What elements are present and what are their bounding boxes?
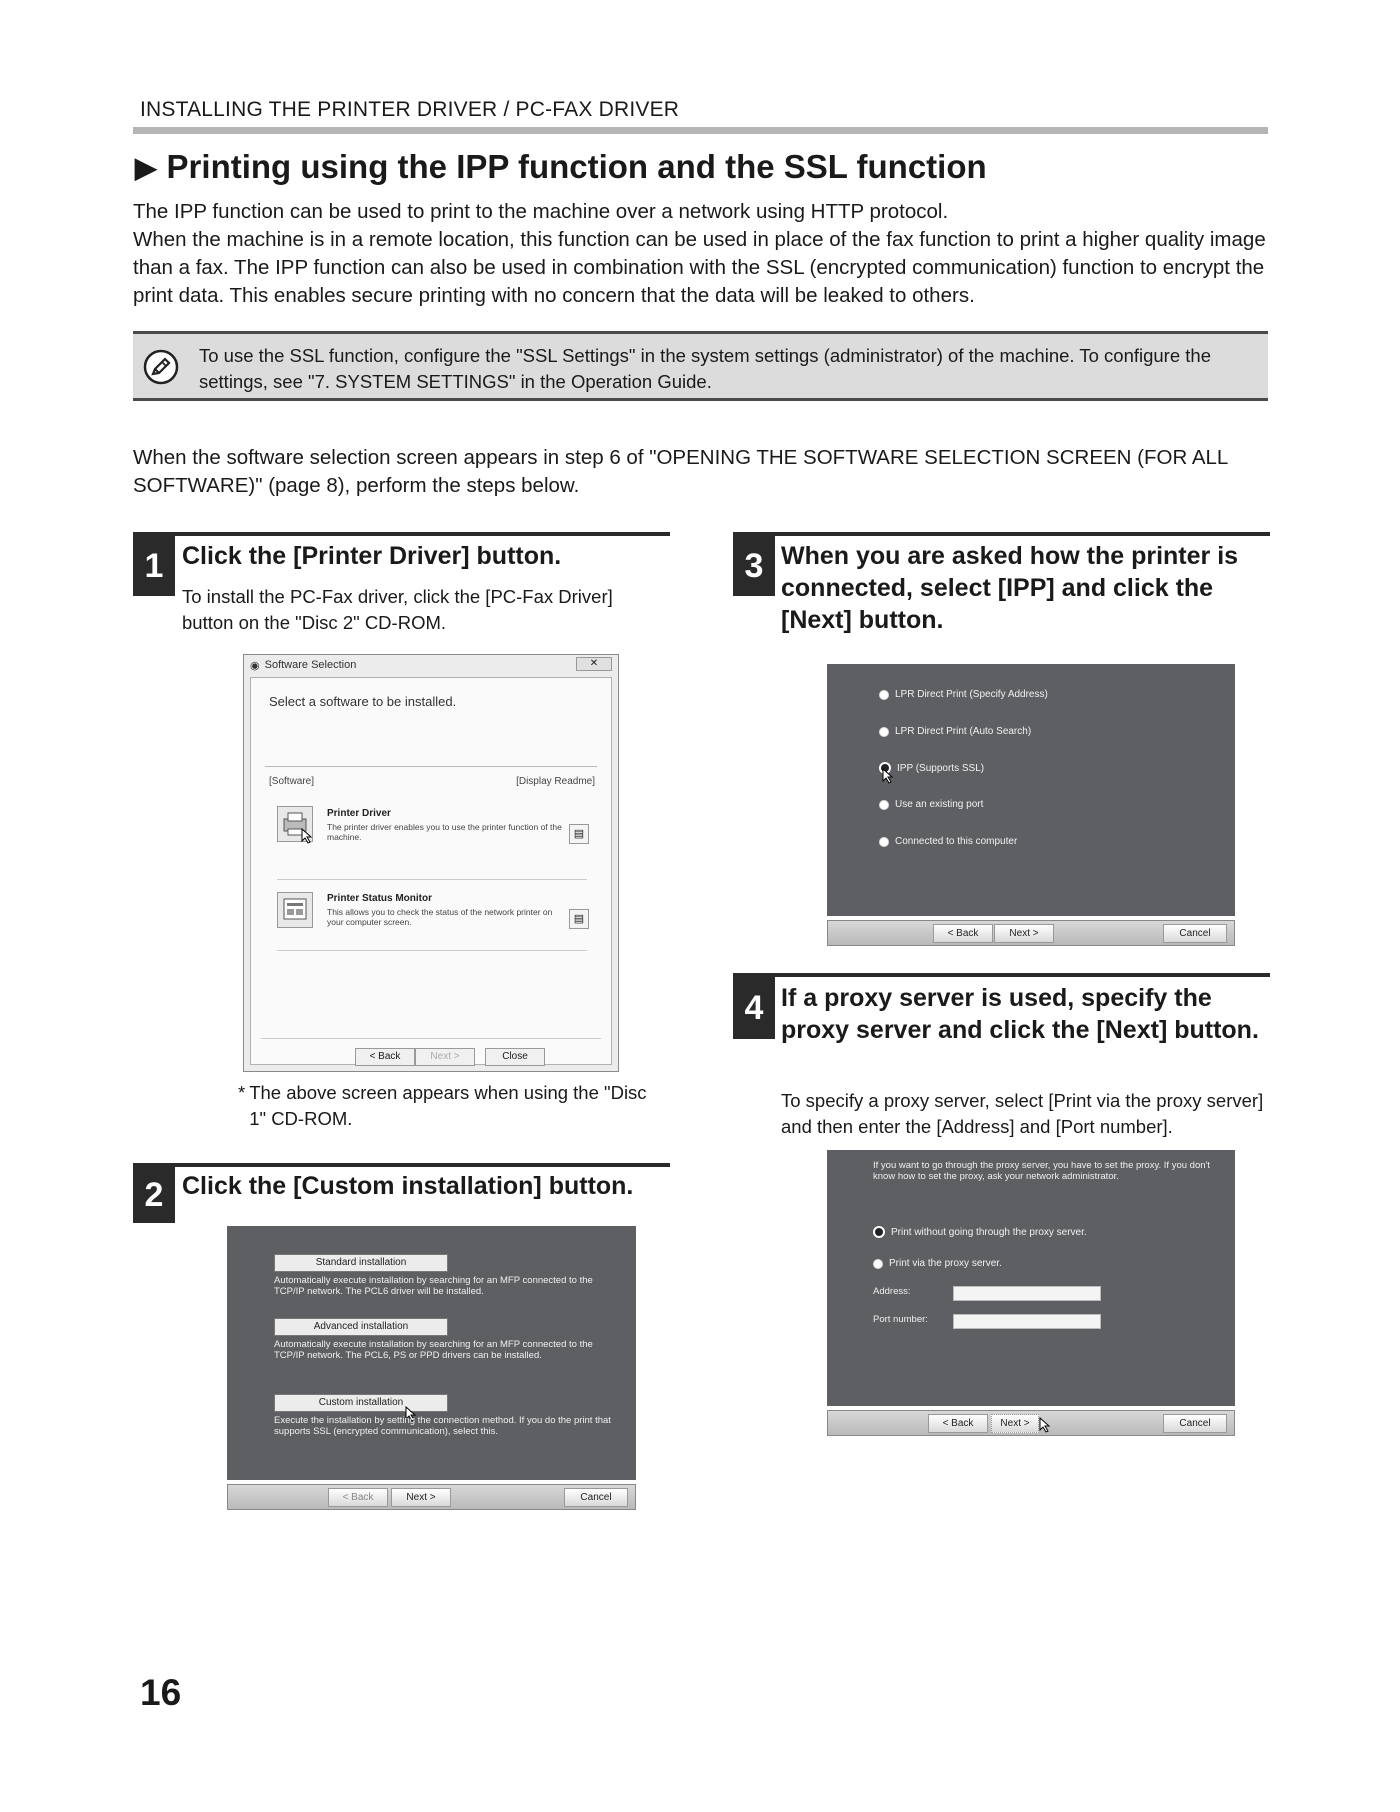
intro-paragraph [133,198,1273,310]
radio-button[interactable] [879,800,889,810]
divider [277,879,587,880]
printer-driver-desc: The printer driver enables you to use the printer function of the machine. [327,822,562,842]
triangle-bullet-icon: ▶ [135,151,157,183]
close-button[interactable]: Close [485,1048,545,1066]
intro-line-2: When the machine is in a remote location, this function can be used in place of the fax function to print a higher quality image than a fax. The IPP function can also be used in combination with the SSL (encrypted communication) function to encrypt the print data. This enables secure printing with no concern that the data will be leaked to others. [133,228,1266,307]
port-label: Port number: [873,1314,928,1325]
selection-prompt: Select a software to be installed. [269,694,457,709]
radio-ipp[interactable] [879,762,984,774]
status-monitor-desc: This allows you to check the status of the network printer on your computer screen. [327,907,553,927]
window-title: Software Selection [264,659,357,671]
step-3-rule [733,532,1270,536]
mouse-cursor-icon [882,768,894,784]
intro-line-1: The IPP function can be used to print to the machine over a network using HTTP protocol. [133,200,949,223]
step-4-rule [733,973,1270,977]
back-button[interactable]: < Back [933,924,993,943]
radio-local[interactable] [879,836,1017,847]
section-title-text: Printing using the IPP function and the SSL function [166,148,987,185]
proxy-info-text: If you want to go through the proxy server, you have to set the proxy. If you don't know how to set the proxy, ask your network administrator. [873,1160,1210,1182]
radio-button-selected[interactable] [873,1226,885,1238]
next-button[interactable]: Next > [994,924,1054,943]
radio-existing-port[interactable] [879,799,983,810]
note-text: To use the SSL function, configure the "SSL Settings" in the system settings (administrator) of the machine. To configure the settings, see "7. SYSTEM SETTINGS" in the Operation Guide. [199,345,1211,392]
radio-via-proxy[interactable] [873,1258,1002,1269]
radio-label: IPP (Supports SSL) [897,762,985,774]
step-3-title: When you are asked how the printer is connected, select [IPP] and click the [Next] button. [781,542,1239,634]
radio-no-proxy[interactable] [873,1226,1087,1238]
software-column-label: [Software] [269,776,315,787]
radio-label: LPR Direct Print (Auto Search) [895,726,1032,737]
next-button[interactable]: Next > [415,1048,475,1066]
divider [277,950,587,951]
connection-method-screen [827,664,1235,916]
radio-lpr-specify[interactable] [879,689,1048,700]
readme-column-label: [Display Readme] [516,776,595,787]
next-button[interactable]: Next > [991,1414,1039,1433]
installer-button-bar [227,1484,636,1510]
radio-button[interactable] [879,690,889,700]
status-monitor-name: Printer Status Monitor [327,893,433,904]
radio-label: Connected to this computer [895,836,1018,847]
radio-label: Print via the proxy server. [889,1258,1002,1269]
address-label: Address: [873,1286,911,1297]
printer-driver-name: Printer Driver [327,808,391,819]
step-4-number: 4 [733,977,775,1039]
step-1-footnote [238,1080,658,1132]
step-1-number: 1 [133,536,175,596]
back-button[interactable]: < Back [928,1414,988,1433]
lead-paragraph: When the software selection screen appears in step 6 of "OPENING THE SOFTWARE SELECTION SCREEN (FOR ALL SOFTWARE)" (page 8), perform the steps below. [133,446,1228,497]
running-header: INSTALLING THE PRINTER DRIVER / PC-FAX DRIVER [140,98,680,121]
radio-label: Use an existing port [895,799,984,810]
next-button[interactable]: Next > [391,1488,451,1507]
note-box [133,331,1268,401]
step-4-body: To specify a proxy server, select [Print via the proxy server] and then enter the [Address] and [Port number]. [781,1090,1264,1137]
back-button[interactable]: < Back [328,1488,388,1507]
cancel-button[interactable]: Cancel [1163,1414,1227,1433]
window-titlebar [244,655,618,675]
installer-button-bar [827,1410,1235,1436]
step-3-number: 3 [733,536,775,596]
readme-icon[interactable]: ▤ [569,909,589,929]
software-selection-window [243,654,619,1072]
step-2-rule [133,1163,670,1167]
radio-button[interactable] [879,837,889,847]
step-4-title: If a proxy server is used, specify the proxy server and click the [Next] button. [781,984,1259,1044]
radio-button[interactable] [879,727,889,737]
address-input[interactable] [953,1286,1101,1301]
advanced-installation-button[interactable]: Advanced installation [274,1318,448,1336]
close-icon[interactable]: ✕ [576,657,612,671]
readme-icon[interactable]: ▤ [569,824,589,844]
cancel-button[interactable]: Cancel [564,1488,628,1507]
divider [261,1038,601,1039]
step-1-body: To install the PC-Fax driver, click the [PC-Fax Driver] button on the "Disc 2" CD-ROM. [182,586,613,633]
cancel-button[interactable]: Cancel [1163,924,1227,943]
step-2-title: Click the [Custom installation] button. [182,1172,634,1200]
step-2-number: 2 [133,1167,175,1223]
back-button[interactable]: < Back [355,1048,415,1066]
proxy-settings-screen [827,1150,1235,1406]
app-icon: ◉ [250,659,260,672]
window-content [250,677,612,1065]
mouse-cursor-icon [1039,1417,1051,1433]
installation-type-screen [227,1226,636,1480]
radio-button[interactable] [873,1259,883,1269]
step-1-rule [133,532,670,536]
advanced-installation-desc: Automatically execute installation by searching for an MFP connected to the TCP/IP network. The PCL6, PS or PPD drivers can be installed. [274,1339,593,1361]
monitor-icon [278,893,312,927]
step-1-title: Click the [Printer Driver] button. [182,542,562,570]
radio-label: LPR Direct Print (Specify Address) [895,689,1048,700]
standard-installation-button[interactable]: Standard installation [274,1254,448,1272]
custom-installation-desc: Execute the installation by setting the connection method. If you do the print that supports SSL (encrypted communication), select this. [274,1415,611,1437]
footnote-mark: * [238,1082,246,1103]
custom-installation-button[interactable]: Custom installation [274,1394,448,1412]
pencil-note-icon [143,349,179,385]
divider [265,766,597,767]
radio-lpr-auto[interactable] [879,726,1031,737]
installer-button-bar [827,920,1235,946]
section-title [135,148,987,186]
page-number: 16 [140,1672,182,1713]
radio-label: Print without going through the proxy server. [891,1226,1087,1238]
header-rule [133,127,1268,134]
footnote-text: The above screen appears when using the "Disc 1" CD-ROM. [249,1082,647,1129]
standard-installation-desc: Automatically execute installation by searching for an MFP connected to the TCP/IP network. The PCL6 driver will be installed. [274,1275,593,1297]
status-monitor-button[interactable] [277,892,313,928]
mouse-cursor-icon [301,828,313,844]
port-number-input[interactable] [953,1314,1101,1329]
